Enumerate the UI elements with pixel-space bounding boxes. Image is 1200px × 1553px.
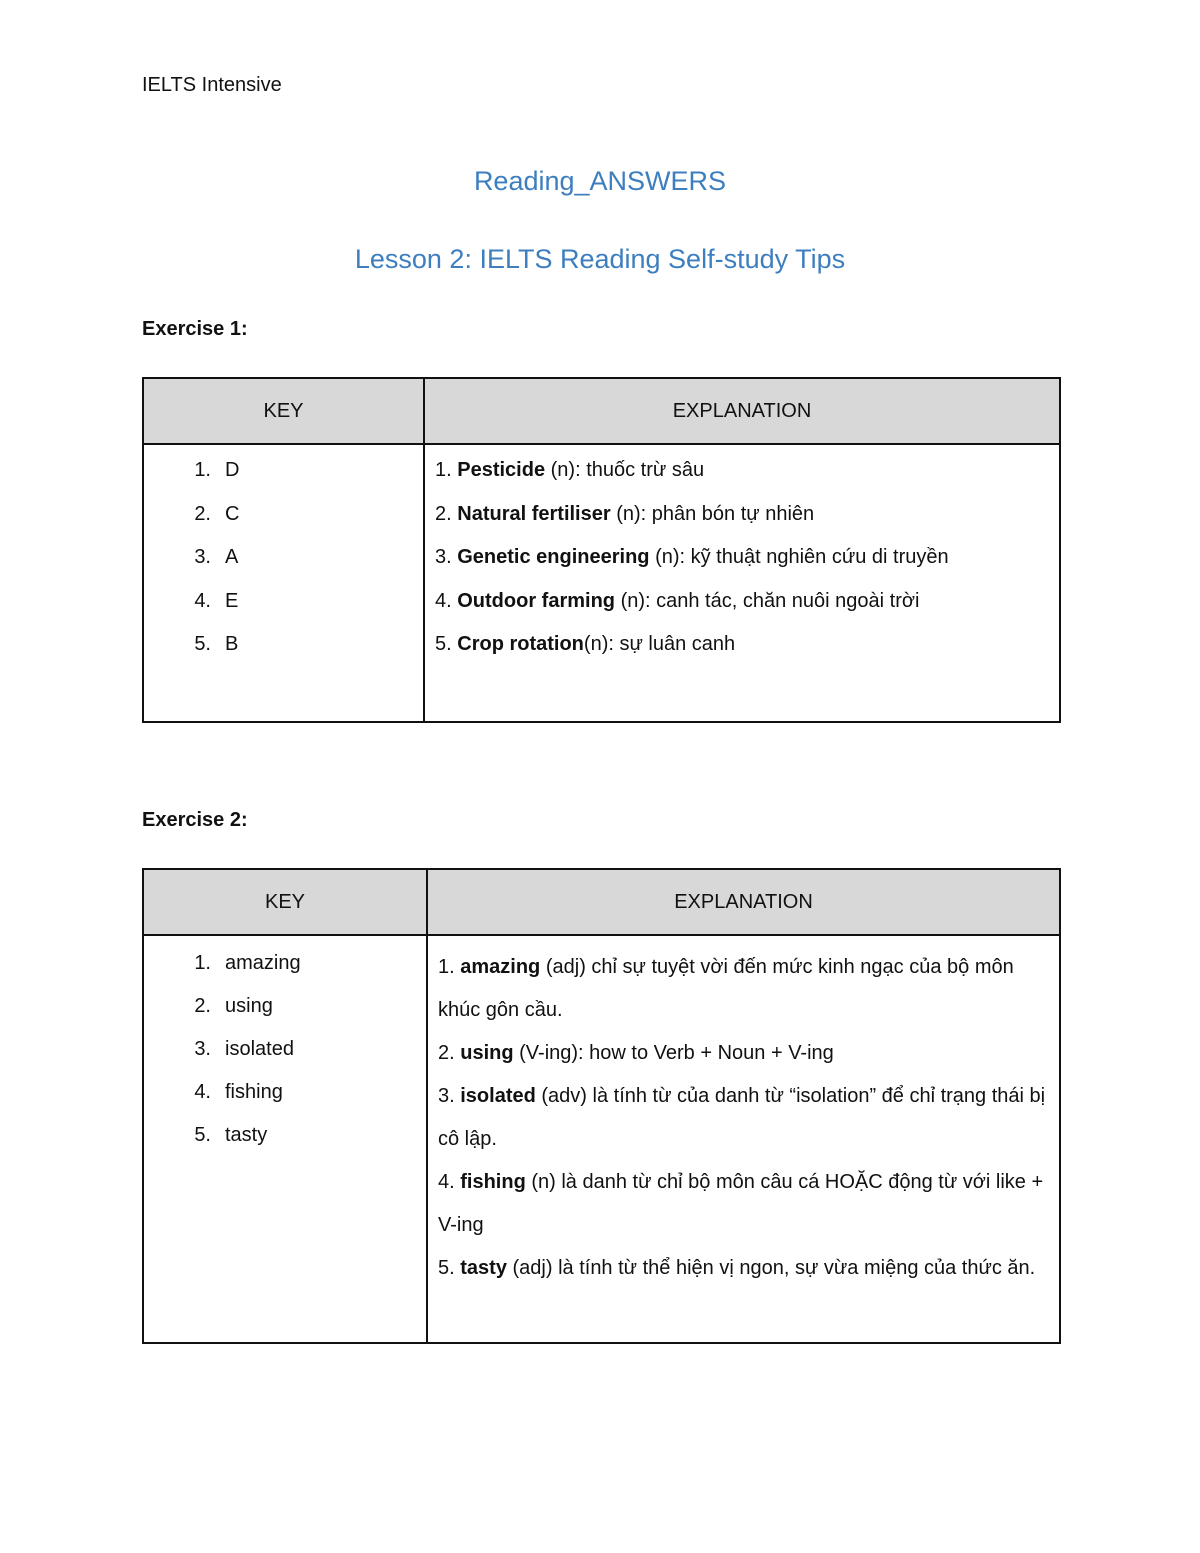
explanation-column-header: EXPLANATION: [427, 869, 1060, 935]
item-number: 3.: [194, 1038, 211, 1060]
key-list: [145, 446, 422, 676]
answer-key: A: [225, 546, 239, 568]
item-number: 4.: [194, 1081, 211, 1103]
list-item: [145, 950, 425, 993]
explanation-text: (n): canh tác, chăn nuôi ngoài trời: [615, 589, 920, 612]
vocabulary-term: Outdoor farming: [457, 589, 616, 612]
vocabulary-term: Pesticide: [457, 459, 546, 481]
item-number: 5.: [194, 1124, 211, 1146]
key-cell: [143, 444, 424, 722]
page-title: Reading_ANSWERS: [473, 166, 727, 196]
key-list: [145, 937, 425, 1165]
vocabulary-term: isolated: [460, 1085, 536, 1107]
vocabulary-term: Natural fertiliser: [457, 502, 611, 525]
answer-key: B: [225, 633, 239, 655]
explanation-text: (adv) là tính từ của danh từ “isolation” để chỉ trạng thái bị cô lập.: [438, 1085, 1046, 1150]
explanation-item: [435, 455, 1049, 499]
explanation-item: [435, 586, 1049, 630]
answer-key: tasty: [225, 1124, 268, 1146]
item-number: 2.: [438, 1042, 461, 1064]
item-number: 4.: [194, 589, 211, 612]
item-number: 1.: [438, 956, 461, 978]
vocabulary-term: amazing: [460, 956, 541, 978]
list-item: [145, 993, 425, 1036]
explanation-item: [438, 1247, 1049, 1290]
explanation-text: (n) là danh từ chỉ bộ môn câu cá HOẶC động từ với like + V-ing: [438, 1171, 1044, 1236]
item-number: 1.: [194, 952, 211, 974]
vocabulary-term: fishing: [460, 1171, 526, 1193]
answer-key: C: [225, 502, 240, 525]
list-item: [145, 589, 422, 633]
answer-key: D: [225, 459, 240, 481]
key-cell: [143, 935, 427, 1343]
explanation-item: [435, 499, 1049, 543]
exercise-1-table: [142, 377, 1061, 723]
item-number: 3.: [435, 546, 458, 568]
item-number: 1.: [194, 459, 211, 481]
list-item: [145, 502, 422, 546]
exercise-2-heading: Exercise 2:: [142, 809, 248, 831]
explanation-item: [435, 542, 1049, 586]
item-number: 3.: [438, 1085, 461, 1107]
item-number: 1.: [435, 459, 458, 481]
item-number: 5.: [194, 633, 211, 655]
explanation-cell: [427, 935, 1060, 1343]
item-number: 4.: [438, 1171, 461, 1193]
item-number: 5.: [435, 633, 458, 655]
item-number: 2.: [194, 995, 211, 1017]
list-item: [145, 632, 422, 676]
explanation-text: (adj) chỉ sự tuyệt vời đến mức kinh ngạc của bộ môn khúc gôn cầu.: [438, 956, 1014, 1021]
explanation-item: [438, 1075, 1049, 1161]
list-item: [145, 1079, 425, 1122]
key-column-header: KEY: [143, 378, 424, 444]
explanation-item: [438, 1032, 1049, 1075]
exercise-1-heading: Exercise 1:: [142, 318, 248, 340]
explanation-text: (adj) là tính từ thể hiện vị ngon, sự vừa miệng của thức ăn.: [506, 1257, 1036, 1279]
vocabulary-term: tasty: [460, 1257, 507, 1279]
answer-key: isolated: [225, 1038, 294, 1060]
explanation-item: [438, 946, 1049, 1032]
explanation-cell: [424, 444, 1060, 722]
item-number: 4.: [435, 589, 458, 612]
exercise-2-table: [142, 868, 1061, 1344]
item-number: 3.: [194, 546, 211, 568]
list-item: [145, 458, 422, 502]
item-number: 2.: [435, 502, 458, 525]
explanation-column-header: EXPLANATION: [424, 378, 1060, 444]
vocabulary-term: Crop rotation: [457, 633, 584, 655]
answer-key: E: [225, 589, 239, 612]
list-item: [145, 545, 422, 589]
explanation-text: (n): phân bón tự nhiên: [610, 502, 815, 525]
vocabulary-term: Genetic engineering: [457, 546, 650, 568]
list-item: [145, 1122, 425, 1165]
answer-key: fishing: [225, 1081, 283, 1103]
explanation-item: [435, 629, 1049, 673]
lesson-title: Lesson 2: IELTS Reading Self-study Tips: [354, 244, 846, 274]
item-number: 5.: [438, 1257, 461, 1279]
answer-key: using: [225, 995, 273, 1017]
key-column-header: KEY: [143, 869, 427, 935]
vocabulary-term: using: [460, 1042, 514, 1064]
explanation-item: [438, 1161, 1049, 1247]
item-number: 2.: [194, 502, 211, 525]
running-header: IELTS Intensive: [142, 74, 282, 96]
list-item: [145, 1036, 425, 1079]
answer-key: amazing: [225, 952, 301, 974]
explanation-text: (n): thuốc trừ sâu: [545, 459, 705, 481]
explanation-text: (n): sự luân canh: [583, 633, 736, 655]
explanation-text: (V-ing): how to Verb + Noun + V-ing: [513, 1042, 834, 1064]
explanation-text: (n): kỹ thuật nghiên cứu di truyền: [649, 546, 949, 568]
